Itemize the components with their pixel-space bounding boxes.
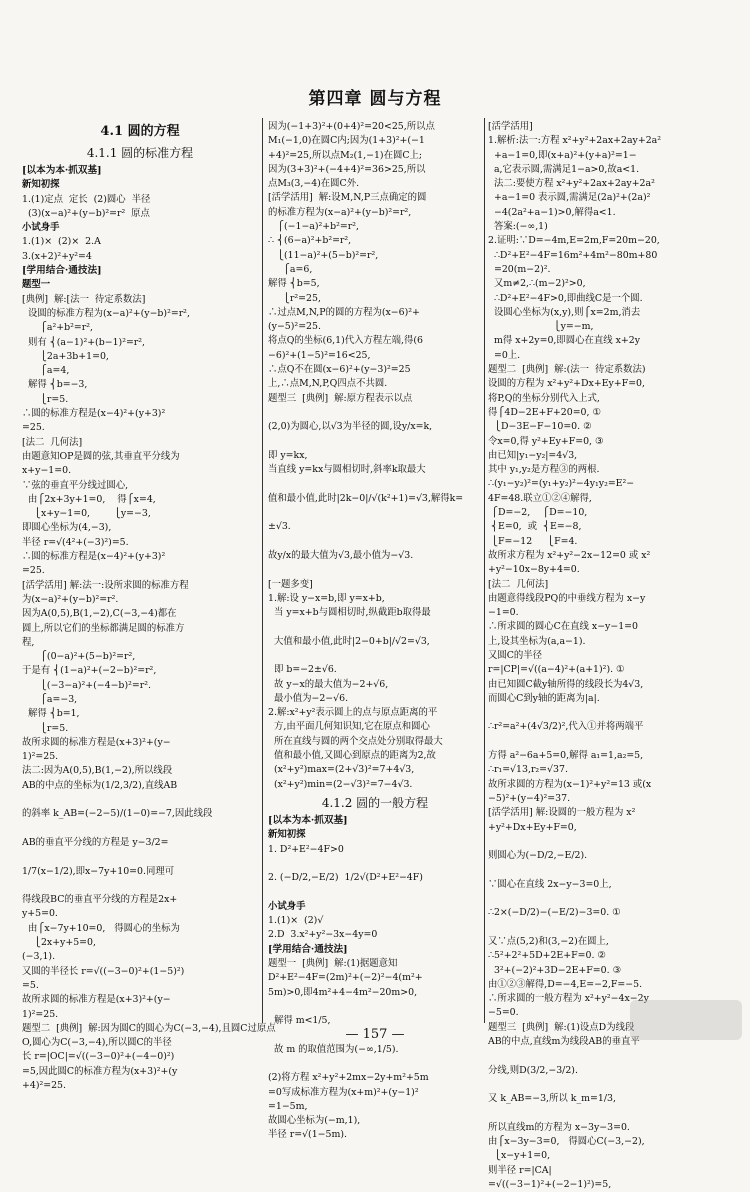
text-line: [活学活用] (488, 121, 533, 132)
text-line (22, 793, 258, 807)
text-line: ∴所求圆的圆心C在直线 x−y−1=0 (488, 621, 638, 633)
text-line: 由⎧x−7y+10=0, 得圆心的坐标为 (22, 922, 180, 934)
column-right (488, 120, 728, 1190)
text-line: 将P,Q的坐标分别代入上式, (488, 392, 600, 404)
text-line: ∴D²+E²−4F>0,即曲线C是一个圆. (488, 292, 643, 304)
text-line: 题型二 [典例] 解:因为圆C的圆心为C(−3,−4),且圆C过原点 (22, 1022, 276, 1034)
subheading: 题型一 (22, 279, 51, 291)
text-line: 当 y=x+b与圆相切时,纵截距b取得最 (268, 607, 431, 619)
text-line: =5. (22, 979, 39, 991)
text-line: =20(m−2)². (488, 263, 551, 275)
text-line (488, 921, 728, 935)
text-line: +a−1=0,即(x+a)²+(y+a)²=1− (488, 149, 637, 161)
text-line: 故 y−x的最大值为−2+√6, (268, 678, 389, 690)
text-line: [活学活用] 解:法一:设所求圆的标准方程 (22, 579, 189, 591)
text-line (22, 879, 258, 893)
page-number: — 157 — (345, 1027, 405, 1042)
text-line: 1.解析:法一:方程 x²+y²+2ax+2ay+2a² (488, 135, 662, 147)
text-line: 上,∴点M,N,P,Q四点不共圆. (268, 378, 388, 390)
text-line: 于是有 ⎨(1−a)²+(−2−b)²=r², (22, 665, 157, 677)
text-line: 1.(1)× (2)× 2.A (22, 236, 101, 248)
text-line: 解得 ⎨b=5, (268, 278, 320, 290)
text-line: 的标准方程为(x−a)²+(y−b)²=r², (268, 206, 412, 218)
text-line: 半径 r=√(1−5m). (268, 1129, 348, 1141)
text-line (488, 892, 728, 906)
text-line: 故所求圆的标准方程是(x+3)²+(y− (22, 736, 171, 748)
text-line: 3.(x+2)²+y²=4 (22, 250, 92, 262)
text-line: ⎧a=−3, (22, 693, 78, 705)
text-line (488, 1106, 728, 1120)
text-line: ⎧(0−a)²+(5−b)²=r², (22, 651, 136, 663)
text-line: (y−5)²=25. (268, 321, 321, 333)
text-line: 所在直线与圆的两个交点处分别取得最大 (268, 735, 443, 747)
text-line: 即圆心坐标为(4,−3), (22, 522, 112, 534)
text-line: =5,因此圆C的标准方程为(x+3)²+(y (22, 1065, 178, 1077)
text-line: ⎩r=5. (22, 722, 69, 734)
text-line: ∴圆的标准方程是(x−4)²+(y+3)² (22, 408, 166, 420)
text-line: (2)将方程 x²+y²+2mx−2y+m²+5m (268, 1072, 429, 1084)
text-line: 3²+(−2)²+3D−2E+F=0. ③ (488, 964, 621, 976)
text-line: 得⎧4D−2E+F+20=0, ① (488, 406, 601, 418)
text-line: ∴r₁=√13,r₂=√37. (488, 764, 568, 776)
column-divider (262, 118, 263, 1023)
text-line: 将点Q的坐标(6,1)代入方程左端,得(6 (268, 335, 424, 347)
text-line: 即 b=−2±√6. (268, 664, 337, 676)
text-line: ⎩r²=25, (268, 292, 321, 304)
text-line: ⎧D=−2, ⎧D=−10, (488, 507, 588, 519)
text-line: 解得 ⎨b=1, (22, 708, 80, 720)
text-line (268, 1000, 482, 1014)
text-line: 方得 a²−6a+5=0,解得 a₁=1,a₂=5, (488, 750, 644, 762)
text-line: +a−1=0 表示圆,需满足(2a)²+(2a)² (488, 192, 651, 204)
text-line: +4)²=25,所以点M₂(1,−1)在圆C上; (268, 149, 423, 161)
text-line: 又圆的半径长 r=√((−3−0)²+(1−5)²) (22, 965, 185, 977)
column-left (22, 120, 276, 1091)
section-banner: [以本为本·抓双基] (268, 814, 348, 826)
text-line: ⎧(−1−a)²+b²=r², (268, 221, 359, 233)
text-line (268, 563, 482, 577)
text-line: 则圆心为(−D/2,−E/2). (488, 850, 588, 862)
text-line: 由①②③解得,D=−4,E=−2,F=−5. (488, 978, 643, 990)
text-line (488, 1049, 728, 1063)
text-line: 1.解:设 y−x=b,即 y=x+b, (268, 592, 385, 604)
text-line: 上,设其坐标为(a,a−1). (488, 635, 586, 647)
text-line: 当直线 y=kx与圆相切时,斜率k取最大 (268, 464, 426, 476)
text-line (22, 850, 258, 864)
text-line: 4F=48.联立①②④解得, (488, 492, 592, 504)
text-line (268, 535, 482, 549)
subheading: 新知初探 (268, 829, 306, 841)
text-line: [活学活用] 解:设M,N,P三点确定的圆 (268, 192, 427, 204)
text-line: AB的中点,直线m为线段AB的垂直平 (488, 1036, 640, 1047)
text-line: ⎧a=4, (22, 365, 70, 377)
text-line: 1.(1)× (2)√ (268, 915, 324, 927)
text-line: 答案:(−∞,1) (488, 221, 548, 233)
text-line: 题型三 [典例] 解:原方程表示以点 (268, 392, 413, 404)
text-line: 由题意知OP是圆的弦,其垂直平分线为 (22, 450, 180, 462)
text-line: =1−5m, (268, 1100, 308, 1112)
subheading: 小试身手 (268, 900, 306, 912)
text-line (268, 885, 482, 899)
text-line: (3)(x−a)²+(y−b)²=r² 原点 (22, 207, 150, 219)
text-line: M₁(−1,0)在圆C内;因为(1+3)²+(−1 (268, 135, 425, 147)
text-line (488, 735, 728, 749)
text-line: 由⎧x−3y−3=0, 得圆心C(−3,−2), (488, 1136, 645, 1148)
text-line: 因为(−1+3)²+(0+4)²=20<25,所以点 (268, 121, 435, 132)
text-line: ∴5²+2²+5D+2E+F=0. ② (488, 950, 606, 962)
text-line: +y²+Dx+Ey+F=0, (488, 821, 577, 833)
text-line: 半径 r=√(4²+(−3)²)=5. (22, 536, 129, 548)
text-line: ⎩r=5. (22, 393, 69, 405)
text-line: 的斜率 k_AB=(−2−5)/(1−0)=−7,因此线段 (22, 808, 213, 820)
text-line: y+5=0. (22, 908, 58, 920)
text-line (488, 1078, 728, 1092)
text-line: 为(x−a)²+(y−b)²=r². (22, 593, 119, 605)
text-line: −5)²+(y−4)²=37. (488, 792, 571, 804)
text-line: 故圆心坐标为(−m,1), (268, 1115, 361, 1127)
text-line: 1/7(x−1/2),即x−7y+10=0.同理可 (22, 865, 175, 877)
text-line: 2.D 3.x²+y²−3x−4y=0 (268, 929, 378, 941)
text-line: 由已知圆C截y轴所得的线段长为4√3, (488, 678, 644, 690)
text-line: 解得 m<1/5, (268, 1015, 331, 1027)
text-line: [法二 几何法] (22, 436, 83, 448)
text-line: ∴(y₁−y₂)²=(y₁+y₂)²−4y₁y₂=E²− (488, 478, 635, 490)
text-line: 1.(1)定点 定长 (2)圆心 半径 (22, 193, 151, 205)
text-line: x+y−1=0. (22, 465, 72, 477)
text-line: 由题意得线段PQ的中垂线方程为 x−y (488, 592, 646, 604)
text-line: 分线,则D(3/2,−3/2). (488, 1064, 578, 1076)
text-line: 其中 y₁,y₂是方程③的两根. (488, 464, 600, 476)
text-line (488, 835, 728, 849)
subsection-title: 4.1.2 圆的一般方程 (321, 795, 429, 810)
text-line: ∴ ⎨(6−a)²+b²=r², (268, 235, 352, 247)
text-line: AB的中点的坐标为(1/2,3/2),直线AB (22, 779, 178, 791)
text-line: −6)²+(1−5)²=16<25, (268, 349, 371, 361)
text-line: 设圆的标准方程为(x−a)²+(y−b)²=r², (22, 307, 190, 319)
text-line (488, 863, 728, 877)
text-line: ∴过点M,N,P的圆的方程为(x−6)²+ (268, 306, 420, 318)
text-line: =25. (22, 565, 45, 577)
text-line (268, 1057, 482, 1071)
text-line (268, 620, 482, 634)
text-line: 所以直线m的方程为 x−3y−3=0. (488, 1121, 630, 1133)
text-line: ∴r²=a²+(4√3/2)²,代入①并将两端平 (488, 721, 644, 733)
text-line (488, 706, 728, 720)
chapter-title: 第四章 圆与方程 (308, 89, 442, 109)
section-banner: [学用结合·通技法] (268, 943, 348, 955)
text-line: ∵弦的垂直平分线过圆心, (22, 479, 129, 491)
text-line: −1=0. (488, 607, 519, 619)
text-line: 题型二 [典例] 解:(法一 待定系数法) (488, 364, 646, 376)
watermark-logo (630, 1000, 742, 1040)
text-line: 又圆C的半径 (488, 649, 543, 661)
text-line: +y²−10x−8y+4=0. (488, 564, 580, 576)
text-line: [典例] 解:[法一 待定系数法] (22, 293, 146, 305)
text-line: −5=0. (488, 1007, 519, 1019)
text-line: (x²+y²)max=(2+√3)²=7+4√3, (268, 764, 415, 776)
subheading: 小试身手 (22, 222, 60, 234)
text-line: 长 r=|OC|=√((−3−0)²+(−4−0)²) (22, 1051, 175, 1063)
text-line: 5m)>0,即4m²+4−4m²−20m>0, (268, 986, 418, 998)
text-line: 2. (−D/2,−E/2) 1/2√(D²+E²−4F) (268, 872, 423, 884)
text-line: 故所求方程为 x²+y²−2x−12=0 或 x² (488, 549, 651, 561)
text-line: ⎩F=−12 ⎩F=4. (488, 535, 578, 547)
text-line: =25. (22, 422, 45, 434)
text-line: 故 m 的取值范围为(−∞,1/5). (268, 1043, 399, 1055)
text-line: r=|CP|=√((a−4)²+(a+1)²). ① (488, 664, 625, 676)
text-line (268, 506, 482, 520)
text-line: ⎩x+y−1=0, ⎩y=−3, (22, 508, 151, 520)
text-line: 值和最小值,此时|2k−0|/√(k²+1)=√3,解得k= (268, 492, 464, 504)
text-line: 由已知|y₁−y₂|=4√3, (488, 449, 578, 461)
text-line: (−3,1). (22, 951, 56, 963)
text-line: 设圆的方程为 x²+y²+Dx+Ey+F=0, (488, 378, 645, 390)
text-line: ⎨E=0, 或 ⎨E=−8, (488, 521, 582, 533)
section-banner: [以本为本·抓双基] (22, 165, 102, 176)
text-line: =√((−3−1)²+(−2−1)²)=5, (488, 1178, 612, 1190)
text-line: 由⎧2x+3y+1=0, 得⎧x=4, (22, 493, 156, 505)
text-line: +4)²=25. (22, 1080, 67, 1091)
text-line: 故y/x的最大值为√3,最小值为−√3. (268, 549, 414, 561)
text-line: 最小值为−2−√6. (268, 692, 349, 704)
text-line: 而圆心C到y轴的距离为|a|. (488, 692, 600, 704)
text-line: 值和最小值,又圆心到原点的距离为2,故 (268, 750, 436, 762)
text-line: ⎩(−3−a)²+(−4−b)²=r². (22, 679, 151, 691)
text-line: 2.证明:∵D=−4m,E=2m,F=20m−20, (488, 235, 660, 247)
text-line: 故所求圆的方程为(x−1)²+y²=13 或(x (488, 778, 652, 790)
text-line: 方,由平面几何知识知,它在原点和圆心 (268, 721, 430, 733)
text-line: 因为(3+3)²+(−4+4)²=36>25,所以 (268, 163, 426, 175)
text-line: 圆上,所以它们的坐标都满足圆的标准方 (22, 622, 185, 634)
text-line: =0写成标准方程为(x+m)²+(y−1)² (268, 1086, 419, 1098)
text-line: 得线段BC的垂直平分线的方程是2x+ (22, 894, 178, 906)
text-line (22, 822, 258, 836)
text-line: ∴所求圆的一般方程为 x²+y²−4x−2y (488, 993, 649, 1005)
text-line: 1. D²+E²−4F>0 (268, 843, 344, 855)
text-line: 程, (22, 636, 35, 648)
section-title: 4.1 圆的方程 (100, 124, 180, 139)
text-line: m得 x+2y=0,即圆心在直线 x+2y (488, 335, 641, 347)
text-line: ∴D²+E²−4F=16m²+4m²−80m+80 (488, 249, 658, 261)
text-line: [法二 几何法] (488, 578, 549, 590)
text-line: 法二:因为A(0,5),B(1,−2),所以线段 (22, 765, 173, 777)
text-line: 解得 ⎨b=−3, (22, 379, 88, 391)
text-line: 题型一 [典例] 解:(1)据题意知 (268, 957, 398, 969)
text-line: 又 k_AB=−3,所以 k_m=1/3, (488, 1093, 616, 1105)
text-line: ⎧a²+b²=r², (22, 322, 93, 334)
text-line: ⎩2a+3b+1=0, (22, 350, 109, 362)
text-line: 则有 ⎨(a−1)²+(b−1)²=r², (22, 336, 146, 348)
text-line: D²+E²−4F=(2m)²+(−2)²−4(m²+ (268, 972, 423, 984)
text-line (268, 435, 482, 449)
text-line: 又∵点(5,2)和(3,−2)在圆上, (488, 935, 609, 947)
subsection-title: 4.1.1 圆的标准方程 (86, 146, 194, 160)
text-line: ±√3. (268, 521, 291, 533)
text-line (268, 477, 482, 491)
text-line: 令x=0,得 y²+Ey+F=0, ③ (488, 435, 604, 447)
text-line: ∴点Q不在圆(x−6)²+(y−3)²=25 (268, 364, 411, 376)
text-line: ⎩y=−m, (488, 321, 594, 333)
text-line: ∴2×(−D/2)−(−E/2)−3=0. ① (488, 907, 621, 919)
text-line: ∴圆的标准方程是(x−4)²+(y+3)² (22, 551, 166, 563)
text-line: 1)²=25. (22, 1008, 59, 1020)
text-line: 设圆心坐标为(x,y),则⎧x=2m,消去 (488, 306, 641, 318)
text-line: 题型三 [典例] 解:(1)设点D为线段 (488, 1021, 635, 1033)
text-line (268, 857, 482, 871)
text-line: (x²+y²)min=(2−√3)²=7−4√3. (268, 778, 413, 790)
text-line: ⎩x−y+1=0, (488, 1150, 551, 1162)
text-line: 2.解:x²+y²表示圆上的点与原点距离的平 (268, 707, 438, 719)
text-line: 故所求圆的标准方程是(x+3)²+(y− (22, 994, 171, 1006)
text-line: 点M₃(3,−4)在圆C外. (268, 178, 360, 190)
text-line: AB的垂直平分线的方程是 y−3/2= (22, 836, 169, 848)
section-banner: [学用结合·通技法] (22, 265, 102, 277)
text-line: O,圆心为C(−3,−4),所以圆C的半径 (22, 1037, 172, 1049)
text-line: 法二:要使方程 x²+y²+2ax+2ay+2a² (488, 178, 655, 190)
text-line: =0上. (488, 349, 521, 361)
text-line: (2,0)为圆心,以√3为半径的圆,设y/x=k, (268, 421, 433, 433)
text-line: 即 y=kx, (268, 449, 308, 461)
text-line: [活学活用] 解:设圆的一般方程为 x² (488, 807, 636, 819)
text-line: 1)²=25. (22, 751, 59, 763)
text-line: ∵圆心在直线 2x−y−3=0上, (488, 878, 612, 890)
text-line: −4(2a²+a−1)>0,解得a<1. (488, 206, 616, 218)
text-line (268, 406, 482, 420)
text-line (268, 649, 482, 663)
text-line: ⎩D−3E−F−10=0. ② (488, 421, 592, 433)
text-line: ⎧a=6, (268, 263, 313, 275)
text-line: 又m≠2,∴(m−2)²>0, (488, 278, 586, 290)
text-line: ⎩2x+y+5=0, (22, 937, 96, 949)
text-line: ⎩(11−a)²+(5−b)²=r², (268, 249, 379, 261)
subheading: 新知初探 (22, 179, 60, 191)
text-line: 因为A(0,5),B(1,−2),C(−3,−4)都在 (22, 608, 177, 620)
text-line: a,它表示圆,需满足1−a>0,故a<1. (488, 163, 640, 175)
column-divider (484, 118, 485, 1023)
text-line: [一题多变] (268, 578, 313, 590)
text-line: 则半径 r=|CA| (488, 1164, 552, 1176)
text-line: 大值和最小值,此时|2−0+b|/√2=√3, (268, 635, 430, 647)
